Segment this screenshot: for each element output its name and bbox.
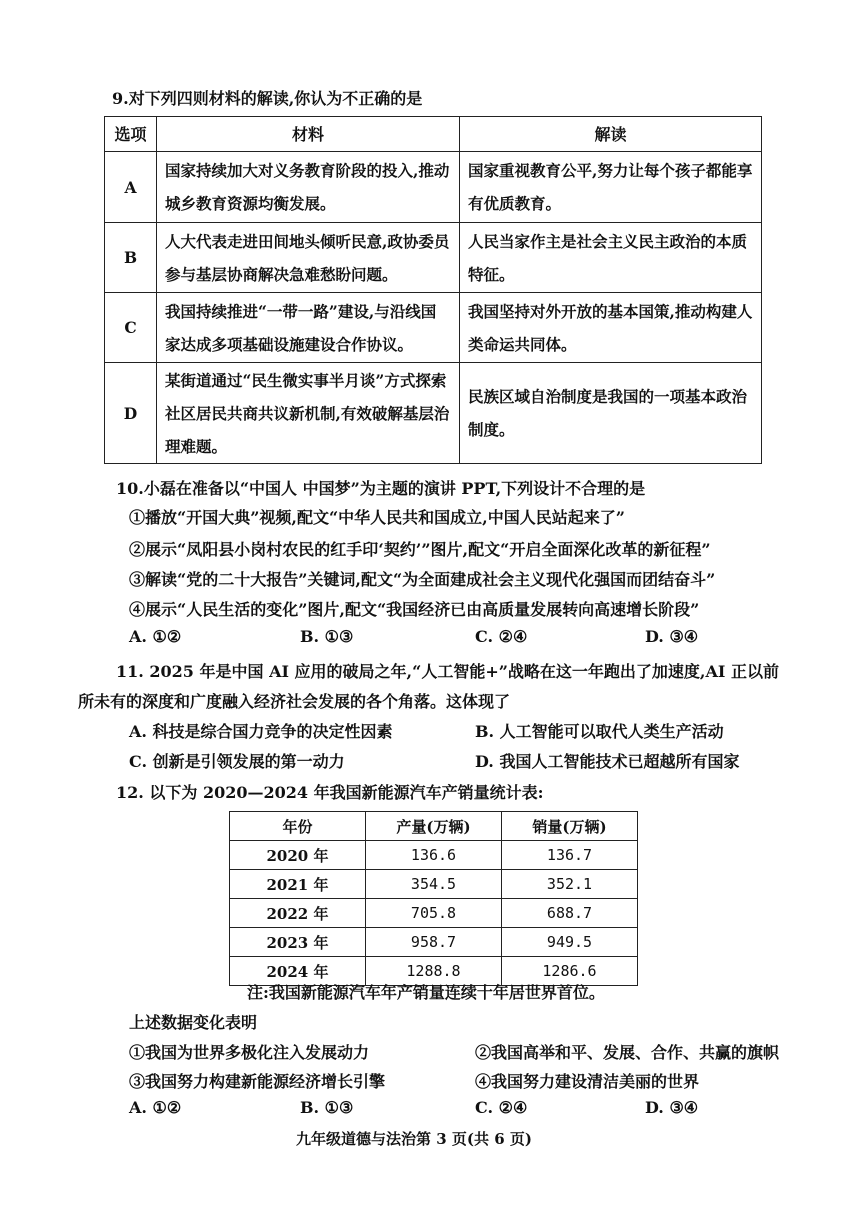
q12-item: ②我国高举和平、发展、合作、共赢的旗帜 [475,1043,780,1062]
q9-material: 国家持续加大对义务教育阶段的投入,推动城乡教育资源均衡发展。 [157,152,460,223]
q12-choice-b: B. ①③ [300,1098,354,1117]
q10-item: ②展示“凤阳县小岗村农民的红手印‘契约’”图片,配文“开启全面深化改革的新征程” [129,540,711,559]
q10-choice-b: B. ①③ [300,627,354,646]
table-row [230,928,638,957]
q12-production: 958.7 [366,928,502,957]
q12-production: 354.5 [366,870,502,899]
q9-material: 人大代表走进田间地头倾听民意,政协委员参与基层协商解决急难愁盼问题。 [157,223,460,293]
table-row [230,841,638,870]
q10-choice-d: D. ③④ [645,627,699,646]
q9-interpretation: 人民当家作主是社会主义民主政治的本质特征。 [460,223,762,293]
q12-sales: 688.7 [502,899,638,928]
q12-year: 2020 年 [230,841,366,870]
q9-header-row [105,117,762,152]
q12-header-row [230,812,638,841]
q10-item: ③解读“党的二十大报告”关键词,配文“为全面建成社会主义现代化强国而团结奋斗” [129,570,716,589]
q12-sales: 136.7 [502,841,638,870]
q9-material: 某街道通过“民生微实事半月谈”方式探索社区居民共商共议新机制,有效破解基层治理难题。 [157,363,460,464]
q12-production: 1288.8 [366,957,502,986]
q12-item: ③我国努力构建新能源经济增长引擎 [129,1072,386,1091]
q12-year: 2024 年 [230,957,366,986]
q12-choice-c: C. ②④ [475,1098,528,1117]
q9-interpretation: 国家重视教育公平,努力让每个孩子都能享有优质教育。 [460,152,762,223]
q9-option: D [105,363,157,464]
q10-choice-a: A. ①② [129,627,182,646]
q11-title-line1: 11. 2025 年是中国 AI 应用的破局之年,“人工智能+”战略在这一年跑出了加速度,AI 正以前 [116,662,779,681]
table-row [230,870,638,899]
q12-choice-d: D. ③④ [645,1098,699,1117]
q11-choice-d: D. 我国人工智能技术已超越所有国家 [475,752,740,771]
q9-header-interpretation: 解读 [460,117,762,152]
q11-choice-b: B. 人工智能可以取代人类生产活动 [475,722,724,741]
q11-choice-a: A. 科技是综合国力竞争的决定性因素 [129,722,393,741]
table-row [105,293,762,363]
page-footer: 九年级道德与法治第 3 页(共 6 页) [296,1130,532,1148]
q12-item: ①我国为世界多极化注入发展动力 [129,1043,370,1062]
table-row [105,152,762,223]
table-row [105,223,762,293]
q12-item: ④我国努力建设清洁美丽的世界 [475,1072,700,1091]
q9-header-option: 选项 [105,117,157,152]
q12-table [229,811,638,986]
q12-note: 注:我国新能源汽车年产销量连续十年居世界首位。 [247,983,605,1002]
q12-header-production: 产量(万辆) [366,812,502,841]
q12-sales: 352.1 [502,870,638,899]
q12-production: 705.8 [366,899,502,928]
q12-stem: 上述数据变化表明 [129,1013,258,1032]
q9-table [104,116,762,464]
q9-option: A [105,152,157,223]
q12-choice-a: A. ①② [129,1098,182,1117]
q9-interpretation: 我国坚持对外开放的基本国策,推动构建人类命运共同体。 [460,293,762,363]
q10-item: ①播放“开国大典”视频,配文“中华人民共和国成立,中国人民站起来了” [129,508,625,527]
q9-option: B [105,223,157,293]
q12-year: 2021 年 [230,870,366,899]
q9-title: 9.对下列四则材料的解读,你认为不正确的是 [112,89,423,108]
q9-header-material: 材料 [157,117,460,152]
q10-title: 10.小磊在准备以“中国人 中国梦”为主题的演讲 PPT,下列设计不合理的是 [116,479,646,498]
q10-item: ④展示“人民生活的变化”图片,配文“我国经济已由高质量发展转向高速增长阶段” [129,600,700,619]
q12-year: 2022 年 [230,899,366,928]
q11-choice-c: C. 创新是引领发展的第一动力 [129,752,345,771]
q9-material: 我国持续推进“一带一路”建设,与沿线国家达成多项基础设施建设合作协议。 [157,293,460,363]
q12-sales: 1286.6 [502,957,638,986]
q9-interpretation: 民族区域自治制度是我国的一项基本政治制度。 [460,363,762,464]
q9-option: C [105,293,157,363]
table-row [105,363,762,464]
q12-title: 12. 以下为 2020—2024 年我国新能源汽车产销量统计表: [116,783,544,802]
q10-choice-c: C. ②④ [475,627,528,646]
q12-sales: 949.5 [502,928,638,957]
q12-header-sales: 销量(万辆) [502,812,638,841]
q12-header-year: 年份 [230,812,366,841]
q12-year: 2023 年 [230,928,366,957]
table-row [230,899,638,928]
q12-production: 136.6 [366,841,502,870]
q11-title-line2: 所未有的深度和广度融入经济社会发展的各个角落。这体现了 [78,692,511,711]
